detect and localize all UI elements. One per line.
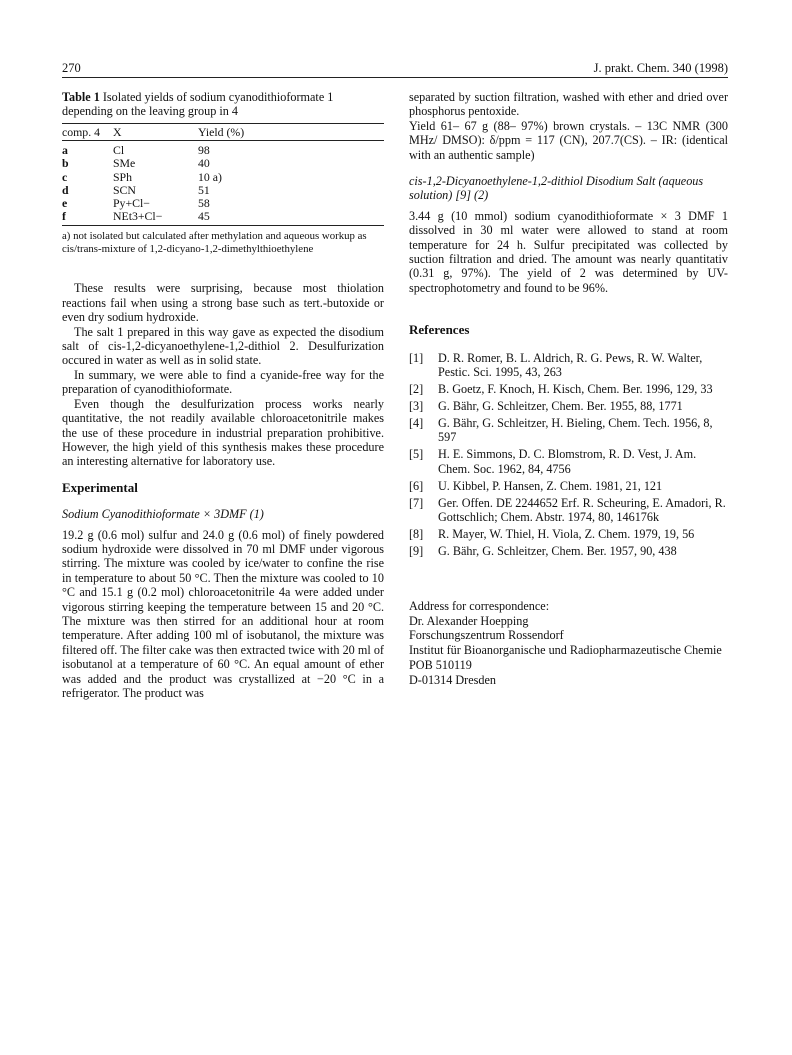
table-cell-x: SMe — [113, 156, 136, 171]
address-line: POB 510119 — [409, 657, 472, 672]
table-row — [62, 184, 384, 197]
table-cell-yield: 98 — [198, 143, 210, 158]
reference-text: B. Goetz, F. Knoch, H. Kisch, Chem. Ber. 1996, 129, 33 — [438, 382, 713, 397]
address-line: Institut für Bioanorganische und Radiopharmazeutische Chemie — [409, 643, 722, 658]
reference-number: [7] — [409, 495, 424, 510]
body-paragraph: In summary, we were able to find a cyanide-free way for the preparation of cyanodithioformate. — [62, 367, 384, 397]
yields-table — [62, 123, 384, 227]
reference-item — [409, 527, 728, 542]
subsection-heading-2: cis-1,2-Dicyanoethylene-1,2-dithiol Disodium Salt (aqueous solution) [9] (2) — [409, 174, 704, 203]
reference-text: U. Kibbel, P. Hansen, Z. Chem. 1981, 21, 121 — [438, 478, 663, 493]
section-heading-experimental: Experimental — [62, 479, 138, 495]
reference-item — [409, 351, 728, 380]
table-cell-yield: 45 — [198, 210, 384, 226]
table-cell-comp: d — [62, 182, 69, 197]
address-line: Dr. Alexander Hoepping — [409, 613, 529, 628]
page-number: 270 — [62, 61, 81, 75]
body-paragraph: These results were surprising, because most thiolation reactions fail when using a strong base such as tert.-butoxide or even dry sodium hydroxide. — [62, 281, 384, 325]
reference-number: [5] — [409, 447, 424, 462]
reference-text: G. Bähr, G. Schleitzer, H. Bieling, Chem. Tech. 1956, 8, 597 — [438, 415, 713, 445]
table-row — [62, 157, 384, 170]
reference-number: [3] — [409, 398, 424, 413]
reference-item — [409, 416, 728, 445]
reference-text: D. R. Romer, B. L. Aldrich, R. G. Pews, R. W. Walter, Pestic. Sci. 1995, 43, 263 — [438, 350, 703, 380]
table-row — [62, 171, 384, 184]
body-paragraph: Even though the desulfurization process works nearly quantitative, the not readily available chloroacetonitrile makes the use of these procedure in industrial preparation prohibitive. However, the high yield of this synthesis makes these procedure an interesting alternative for laboratory use. — [62, 396, 384, 469]
table-caption-text: Isolated yields of sodium cyanodithioformate 1 depending on the leaving group in 4 — [62, 90, 334, 119]
experimental-paragraph: 19.2 g (0.6 mol) sulfur and 24.0 g (0.6 mol) of finely powdered sodium hydroxide were dissolved in 70 ml DMF under vigorous stirring. The mixture was cooled by ice/water to confine the rise in temperature to about 50 °C. Then the mixture was cooled to 10 °C and 15.1 g (0.2 mol) chloroacetonitrile 4a were added under vigorous stirring keeping the temperature between 15 and 20 °C. The mixture was then stirred for an additional hour at room temperature. After adding 100 ml of isobutanol, the mixture was filtered off. The filter cake was then extracted twice with 20 ml of isobutanol at a temperature of 60 °C. An equal amount of ether was added and the product was crystallized at −20 °C in a refrigerator. The product was — [62, 527, 384, 700]
body-paragraph: The salt 1 prepared in this way gave as expected the disodium salt of cis-1,2-dicyanoethylene-1,2-dithiol 2. Desulfurization occured in water as well as in solid state. — [62, 324, 384, 368]
table-cell-yield: 51 — [198, 182, 210, 197]
table-cell-x: Py+Cl− — [113, 196, 150, 211]
table-header-yield: Yield (%) — [198, 123, 384, 140]
running-header — [62, 61, 728, 78]
reference-number: [8] — [409, 526, 424, 541]
reference-text: Ger. Offen. DE 2244652 Erf. R. Scheuring, E. Amadori, R. Gottschlich; Chem. Abstr. 1974, 80, 146176k — [438, 495, 726, 525]
table-caption — [62, 90, 384, 119]
reference-number: [4] — [409, 415, 424, 430]
reference-item — [409, 496, 728, 525]
table-header-x: X — [113, 123, 198, 140]
reference-text: G. Bähr, G. Schleitzer, Chem. Ber. 1955, 88, 1771 — [438, 398, 683, 413]
reference-item — [409, 479, 728, 494]
table-footnote: a) not isolated but calculated after methylation and aqueous workup as cis/trans-mixture of 1,2-dicyano-1,2-dimethylthioethylene — [62, 230, 367, 256]
reference-list — [409, 351, 728, 559]
table-cell-comp: b — [62, 156, 69, 171]
address-line: Forschungszentrum Rossendorf — [409, 628, 564, 643]
table-row — [62, 210, 384, 226]
table-header-row — [62, 123, 384, 140]
reference-item — [409, 382, 728, 397]
table-cell-x: SPh — [113, 169, 133, 184]
table-cell-yield: 10 a) — [198, 169, 222, 184]
address-line: D-01314 Dresden — [409, 672, 496, 687]
journal-citation: J. prakt. Chem. 340 (1998) — [593, 61, 728, 75]
reference-item — [409, 544, 728, 559]
table-cell-yield: 58 — [198, 196, 210, 211]
table-cell-x: Cl — [113, 143, 125, 158]
reference-text: H. E. Simmons, D. C. Blomstrom, R. D. Vest, J. Am. Chem. Soc. 1962, 84, 4756 — [438, 447, 697, 476]
reference-number: [1] — [409, 350, 424, 365]
right-column — [409, 90, 728, 687]
reference-text: R. Mayer, W. Thiel, H. Viola, Z. Chem. 1979, 19, 56 — [438, 526, 695, 541]
reference-number: [6] — [409, 478, 424, 493]
table-row — [62, 197, 384, 210]
table-cell-comp: c — [62, 169, 68, 184]
table-cell-x: NEt3+Cl− — [113, 210, 198, 226]
reference-text: G. Bähr, G. Schleitzer, Chem. Ber. 1957, 90, 438 — [438, 543, 677, 558]
table-cell-yield: 40 — [198, 156, 210, 171]
continued-paragraph: separated by suction filtration, washed with ether and dried over phosphorus pentoxide. — [409, 90, 728, 119]
table-cell-comp: e — [62, 196, 68, 211]
reference-item — [409, 399, 728, 414]
address-line: Address for correspondence: — [409, 598, 550, 613]
table-cell-x: SCN — [113, 182, 136, 197]
table-cell-comp: f — [62, 209, 66, 224]
reference-number: [2] — [409, 382, 424, 397]
table-row — [62, 141, 384, 158]
procedure-paragraph-2: 3.44 g (10 mmol) sodium cyanodithioformate × 3 DMF 1 dissolved in 30 ml water were allowed to stand at room temperature for 24 h. Sulfur precipitated was collected by suction filtration and dried. The amount was nearly quantitativ (0.31 g, 97%). The yield of 2 was determined by UV-spectrophotometry and found to be 96%. — [409, 208, 728, 295]
table-cell-comp: a — [62, 143, 68, 158]
yield-paragraph: Yield 61– 67 g (88– 97%) brown crystals. – 13C NMR (300 MHz/ DMSO): δ/ppm = 117 (CN), 207.7(CS). – IR: (identical with an authentic sample) — [409, 118, 728, 162]
reference-item — [409, 447, 728, 476]
subsection-heading: Sodium Cyanodithioformate × 3DMF (1) — [62, 507, 264, 522]
table-caption-label: Table 1 — [62, 90, 100, 104]
table-header-comp: comp. 4 — [62, 123, 113, 140]
section-heading-references: References — [409, 322, 470, 338]
reference-number: [9] — [409, 543, 424, 558]
left-column — [62, 90, 384, 700]
correspondence-address — [409, 599, 728, 688]
